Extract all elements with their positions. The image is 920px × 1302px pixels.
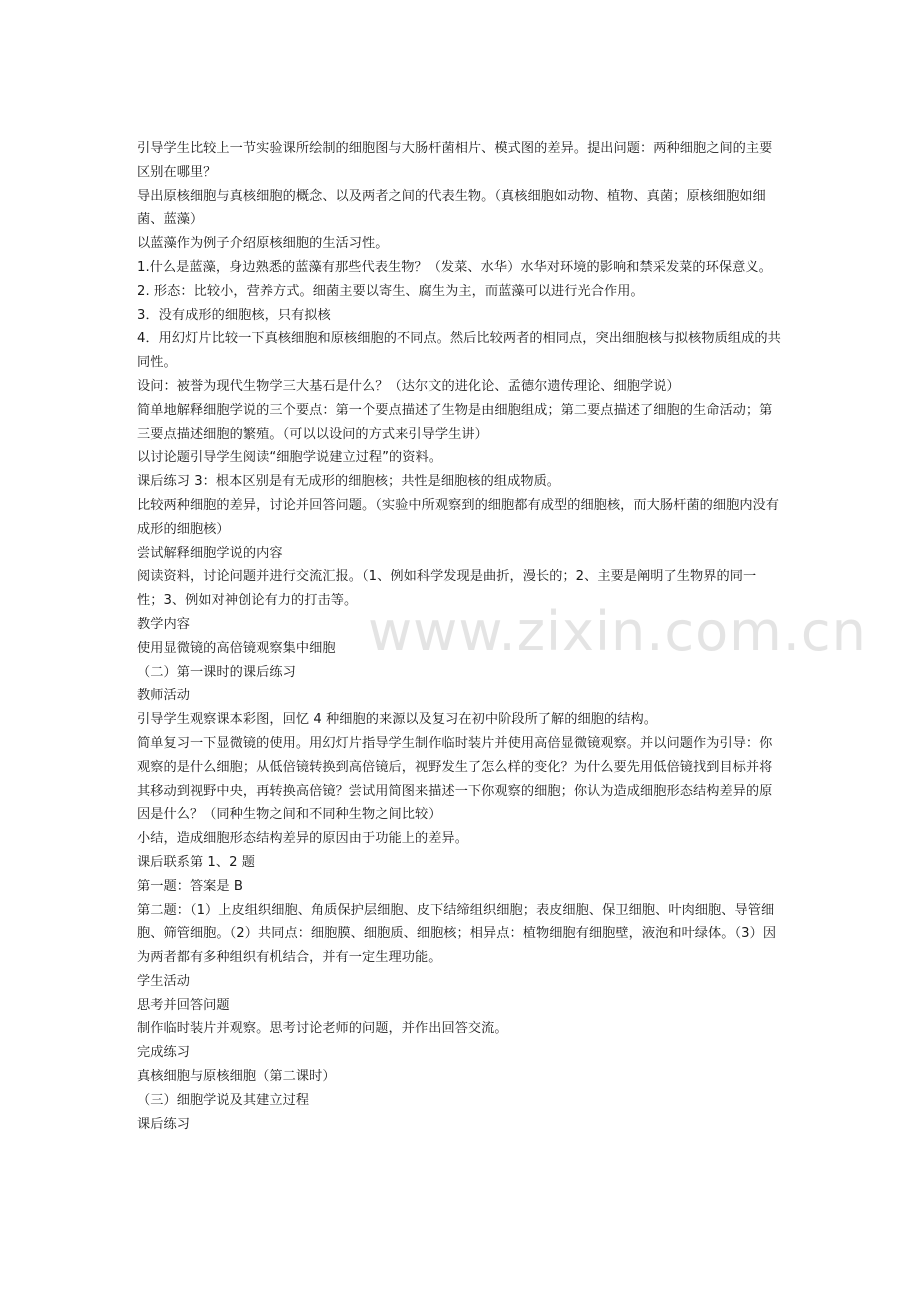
- watermark: www.zixin.com.cn: [368, 600, 867, 663]
- paragraph: 3．没有成形的细胞核，只有拟核: [137, 307, 331, 323]
- paragraph: 课后练习 3：根本区别是有无成形的细胞核；共性是细胞核的组成物质。: [137, 474, 561, 490]
- paragraph: 阅读资料，讨论问题并进行交流汇报。（1、例如科学发现是曲折，漫长的；2、主要是阐明了生物界的同一性；3、例如对神创论有力的打击等。: [137, 569, 757, 609]
- paragraph: 完成练习: [137, 1045, 190, 1061]
- paragraph: 思考并回答问题: [137, 997, 230, 1013]
- section-heading: 学生活动: [137, 973, 190, 989]
- paragraph: 2. 形态：比较小，营养方式。细菌主要以寄生、腐生为主，而蓝藻可以进行光合作用。: [137, 283, 644, 299]
- paragraph: 第一题：答案是 B: [137, 878, 244, 894]
- paragraph: 导出原核细胞与真核细胞的概念、以及两者之间的代表生物。（真核细胞如动物、植物、真菌；原核细胞如细菌、蓝藻）: [137, 188, 766, 228]
- section-heading: 教学内容: [137, 616, 190, 632]
- paragraph: 4．用幻灯片比较一下真核细胞和原核细胞的不同点。然后比较两者的相同点，突出细胞核与拟核物质组成的共同性。: [137, 331, 781, 371]
- paragraph: 使用显微镜的高倍镜观察集中细胞: [137, 640, 336, 656]
- section-heading: 教师活动: [137, 688, 190, 704]
- paragraph: 小结，造成细胞形态结构差异的原因由于功能上的差异。: [137, 831, 468, 847]
- paragraph: 课后联系第 1、2 题: [137, 854, 256, 870]
- paragraph: 以讨论题引导学生阅读“细胞学说建立过程”的资料。: [137, 450, 442, 466]
- paragraph: 比较两种细胞的差异，讨论并回答问题。（实验中所观察到的细胞都有成型的细胞核，而大肠杆菌的细胞内没有成形的细胞核）: [137, 497, 780, 537]
- paragraph: 尝试解释细胞学说的内容: [137, 545, 283, 561]
- section-heading: 真核细胞与原核细胞（第二课时）: [137, 1069, 336, 1085]
- paragraph: 简单地解释细胞学说的三个要点：第一个要点描述了生物是由细胞组成；第二要点描述了细胞的生命活动；第三要点描述细胞的繁殖。（可以以设问的方式来引导学生讲）: [137, 402, 773, 442]
- paragraph: 以蓝藻作为例子介绍原核细胞的生活习性。: [137, 236, 389, 252]
- paragraph: 引导学生比较上一节实验课所绘制的细胞图与大肠杆菌相片、模式图的差异。提出问题：两种细胞之间的主要区别在哪里？: [137, 141, 773, 180]
- paragraph: 第二题：（1）上皮组织细胞、角质保护层细胞、皮下结缔组织细胞；表皮细胞、保卫细胞、叶肉细胞、导管细胞、筛管细胞。（2）共同点：细胞膜、细胞质、细胞核；相异点：植物细胞有细胞壁，液泡和叶绿体。（3）因为两者都有多种组织有机结合，并有一定生理功能。: [137, 902, 777, 966]
- section-heading: （二）第一课时的课后练习: [137, 664, 296, 680]
- paragraph: 1.什么是蓝藻，身边熟悉的蓝藻有那些代表生物？（发菜、水华）水华对环境的影响和禁采发菜的环保意义。: [137, 259, 772, 275]
- section-heading: （三）细胞学说及其建立过程: [137, 1092, 310, 1108]
- paragraph: 简单复习一下显微镜的使用。用幻灯片指导学生制作临时装片并使用高倍显微镜观察。并以问题作为引导：你观察的是什么细胞；从低倍镜转换到高倍镜后，视野发生了怎么样的变化？为什么要先用低倍镜找到目标并将其移动到视野中央，再转换高倍镜？尝试用简图来描述一下你观察的细胞；你认为造成细胞形态结构差异的原因是什么？（同种生物之间和不同种生物之间比较）: [137, 735, 773, 823]
- document-body: [137, 137, 782, 1136]
- paragraph: 制作临时装片并观察。思考讨论老师的问题，并作出回答交流。: [137, 1021, 508, 1037]
- paragraph: 设问：被誉为现代生物学三大基石是什么？（达尔文的进化论、孟德尔遗传理论、细胞学说）: [137, 378, 680, 394]
- paragraph: 引导学生观察课本彩图，回忆 4 种细胞的来源以及复习在初中阶段所了解的细胞的结构。: [137, 712, 657, 728]
- section-heading: 课后练习: [137, 1116, 190, 1132]
